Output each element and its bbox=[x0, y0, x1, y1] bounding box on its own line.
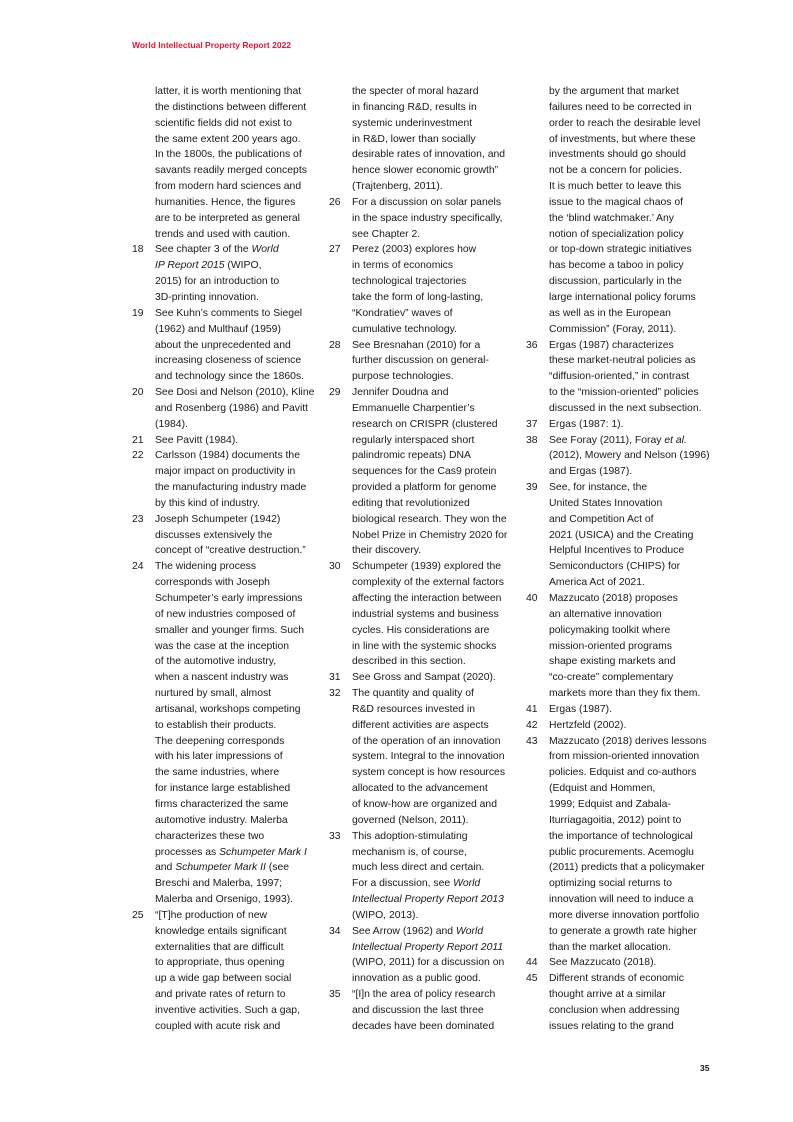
endnote-line: and discussion the last three bbox=[352, 1004, 484, 1016]
endnote-line: was the case at the inception bbox=[155, 640, 290, 652]
endnote-line: trends and used with caution. bbox=[155, 228, 291, 240]
endnote-line: (Edquist and Hommen, bbox=[549, 783, 656, 795]
endnote bbox=[526, 338, 726, 417]
endnote-line: (Trajtenberg, 2011). bbox=[352, 181, 443, 193]
endnote bbox=[132, 84, 332, 242]
endnote-line: America Act of 2021. bbox=[549, 577, 645, 589]
endnote-line: up a wide gap between social bbox=[155, 973, 292, 985]
endnote bbox=[329, 195, 529, 243]
endnote-line: the same industries, where bbox=[155, 767, 280, 779]
endnote-line: system. Integral to the innovation bbox=[352, 751, 505, 763]
endnote-line: 1999; Edquist and Zabala- bbox=[549, 798, 671, 810]
endnote-line: shape existing markets and bbox=[549, 656, 676, 668]
endnote-line: (WIPO, 2013). bbox=[352, 909, 419, 921]
endnote-line: Iturriagagoitia, 2012) point to bbox=[549, 814, 682, 826]
endnote-line: Joseph Schumpeter (1942) bbox=[155, 513, 281, 525]
endnote-line: and private rates of return to bbox=[155, 989, 286, 1001]
endnote-line: for instance large established bbox=[155, 783, 291, 795]
endnote bbox=[526, 433, 726, 481]
endnote-line: Carlsson (1984) documents the bbox=[155, 450, 300, 462]
endnote-number: 38 bbox=[526, 434, 538, 446]
endnote-number: 32 bbox=[329, 688, 341, 700]
endnote-line: an alternative innovation bbox=[549, 608, 662, 620]
endnote-line: governed (Nelson, 2011). bbox=[352, 814, 469, 826]
endnote-line: industrial systems and business bbox=[352, 608, 499, 620]
endnote-line: “[I]n the area of policy research bbox=[352, 989, 496, 1001]
endnote-line: See Arrow (1962) and World bbox=[352, 925, 484, 937]
endnote bbox=[132, 512, 332, 560]
endnote-line: has become a taboo in policy bbox=[549, 260, 684, 272]
endnote-line: Malerba and Orsenigo, 1993). bbox=[155, 894, 294, 906]
endnote-line: major impact on productivity in bbox=[155, 466, 296, 478]
endnote-line: as well as in the European bbox=[549, 307, 671, 319]
endnote-line: the ‘blind watchmaker.’ Any bbox=[549, 212, 674, 224]
endnote-line: by the argument that market bbox=[549, 86, 679, 97]
endnote-line: and Rosenberg (1986) and Pavitt bbox=[155, 402, 309, 414]
endnote-line: investments should go should bbox=[549, 149, 686, 161]
endnote-number: 42 bbox=[526, 719, 538, 731]
endnote-line: hence slower economic growth” bbox=[352, 165, 499, 177]
endnote-line: regularly interspaced short bbox=[352, 434, 475, 446]
endnote-number: 40 bbox=[526, 593, 538, 604]
endnote-line: the distinctions between different bbox=[155, 101, 307, 113]
endnote-line: “diffusion-oriented,” in contrast bbox=[549, 371, 690, 383]
endnote-line: innovation will need to induce a bbox=[549, 894, 694, 906]
endnote bbox=[526, 734, 726, 956]
endnote-line: Ergas (1987: 1). bbox=[549, 418, 624, 430]
endnote-line: the importance of technological bbox=[549, 830, 693, 842]
endnote-line: concept of “creative destruction.” bbox=[155, 545, 306, 557]
endnote bbox=[329, 829, 529, 924]
endnote bbox=[329, 670, 529, 686]
endnote-line: knowledge entails significant bbox=[155, 925, 287, 937]
endnote bbox=[329, 84, 529, 195]
endnote-number: 28 bbox=[329, 339, 341, 351]
endnote-line: in terms of economics bbox=[352, 260, 454, 272]
endnote-line: Nobel Prize in Chemistry 2020 for bbox=[352, 529, 508, 541]
endnote-line: See Foray (2011), Foray et al. bbox=[549, 434, 687, 446]
endnote bbox=[526, 702, 726, 718]
endnote-line: and Competition Act of bbox=[549, 513, 654, 525]
endnote-line: optimizing social returns to bbox=[549, 878, 673, 890]
endnote-line: systemic underinvestment bbox=[352, 117, 473, 129]
endnote-line: humanities. Hence, the figures bbox=[155, 196, 296, 208]
endnote-line: desirable rates of innovation, and bbox=[352, 149, 506, 161]
endnote-line: when a nascent industry was bbox=[155, 672, 289, 684]
endnote-line: Ergas (1987). bbox=[549, 703, 612, 715]
endnote-line: See Bresnahan (2010) for a bbox=[352, 339, 481, 351]
endnote-line: “co-create” complementary bbox=[549, 672, 674, 684]
endnote-line: in line with the systemic shocks bbox=[352, 640, 497, 652]
endnote-line: scientific fields did not exist to bbox=[155, 117, 292, 129]
endnote bbox=[329, 924, 529, 987]
endnote bbox=[132, 433, 332, 449]
endnote-line: latter, it is worth mentioning that bbox=[155, 86, 302, 97]
endnote-line: corresponds with Joseph bbox=[155, 577, 270, 589]
endnote-line: See chapter 3 of the World bbox=[155, 244, 279, 256]
endnote-number: 22 bbox=[132, 450, 144, 462]
endnote-number: 24 bbox=[132, 561, 144, 573]
endnote-line: system concept is how resources bbox=[352, 767, 506, 779]
endnote-line: Mazzucato (2018) proposes bbox=[549, 593, 678, 604]
endnote-line: in the space industry specifically, bbox=[352, 212, 503, 224]
endnote-line: Hertzfeld (2002). bbox=[549, 719, 627, 731]
endnote-line: IP Report 2015 (WIPO, bbox=[155, 260, 262, 272]
endnote-line: It is much better to leave this bbox=[549, 181, 682, 193]
endnote-number: 34 bbox=[329, 925, 341, 937]
endnote-line: smaller and younger firms. Such bbox=[155, 624, 304, 636]
endnote-line: 2015) for an introduction to bbox=[155, 276, 280, 288]
endnote bbox=[526, 718, 726, 734]
endnote-line: This adoption-stimulating bbox=[352, 830, 468, 842]
endnote-line: nurtured by small, almost bbox=[155, 688, 272, 700]
endnote-line: cycles. His considerations are bbox=[352, 624, 490, 636]
endnote-line: policymaking toolkit where bbox=[549, 624, 671, 636]
endnote-line: mission-oriented programs bbox=[549, 640, 673, 652]
endnote bbox=[132, 306, 332, 385]
endnote-line: the specter of moral hazard bbox=[352, 86, 479, 97]
endnote bbox=[526, 480, 726, 591]
endnote-line: with his later impressions of bbox=[155, 751, 283, 763]
endnote-line: issues relating to the grand bbox=[549, 1020, 674, 1032]
endnote-line: described in this section. bbox=[352, 656, 466, 668]
endnote-line: about the unprecedented and bbox=[155, 339, 291, 351]
endnote bbox=[526, 591, 726, 702]
endnote-line: take the form of long-lasting, bbox=[352, 291, 484, 303]
endnote-line: Intellectual Property Report 2013 bbox=[352, 894, 504, 906]
endnote-line: characterizes these two bbox=[155, 830, 265, 842]
endnote-line: conclusion when addressing bbox=[549, 1004, 680, 1016]
endnote-line: see Chapter 2. bbox=[352, 228, 421, 240]
endnote-line: Emmanuelle Charpentier’s bbox=[352, 402, 475, 414]
endnote-line: their discovery. bbox=[352, 545, 422, 557]
endnote-number: 18 bbox=[132, 244, 144, 256]
endnote-line: See, for instance, the bbox=[549, 482, 648, 494]
endnote bbox=[132, 242, 332, 305]
endnote bbox=[329, 559, 529, 670]
endnote-line: in R&D, lower than socially bbox=[352, 133, 476, 145]
endnote bbox=[329, 385, 529, 559]
endnote-line: innovation as a public good. bbox=[352, 973, 481, 985]
endnote-line: Intellectual Property Report 2011 bbox=[352, 941, 504, 953]
endnote-line: The widening process bbox=[155, 561, 257, 573]
endnote bbox=[526, 417, 726, 433]
endnote-line: increasing closeness of science bbox=[155, 355, 302, 367]
endnote-number: 35 bbox=[329, 989, 341, 1001]
endnote-line: public procurements. Acemoglu bbox=[549, 846, 694, 858]
endnote bbox=[132, 385, 332, 433]
endnote-line: biological research. They won the bbox=[352, 513, 507, 525]
endnote bbox=[132, 448, 332, 511]
endnote bbox=[132, 559, 332, 908]
endnote-line: and Schumpeter Mark II (see bbox=[155, 862, 290, 874]
endnote-line: different activities are aspects bbox=[352, 719, 489, 731]
endnote-line: 3D-printing innovation. bbox=[155, 291, 259, 303]
endnote-line: (1962) and Multhauf (1959) bbox=[155, 323, 281, 335]
endnote-line: The quantity and quality of bbox=[352, 688, 474, 700]
endnote-number: 31 bbox=[329, 672, 341, 684]
endnote-line: See Pavitt (1984). bbox=[155, 434, 239, 446]
endnote-number: 21 bbox=[132, 434, 144, 446]
endnote-line: failures need to be corrected in bbox=[549, 101, 692, 113]
endnote-line: of new industries composed of bbox=[155, 608, 296, 620]
endnote-line: Commission” (Foray, 2011). bbox=[549, 323, 677, 335]
endnote-line: inventive activities. Such a gap, bbox=[155, 1004, 300, 1016]
endnote-line: Perez (2003) explores how bbox=[352, 244, 477, 256]
endnote-line: thought arrive at a similar bbox=[549, 989, 666, 1001]
notes-column-1 bbox=[132, 84, 332, 1035]
endnote-line: policies. Edquist and co-authors bbox=[549, 767, 697, 779]
endnote-line: automotive industry. Malerba bbox=[155, 814, 288, 826]
endnote-number: 27 bbox=[329, 244, 341, 256]
endnote-line: savants readily merged concepts bbox=[155, 165, 307, 177]
endnote-line: Helpful Incentives to Produce bbox=[549, 545, 685, 557]
endnote-line: and technology since the 1860s. bbox=[155, 371, 305, 383]
endnote-line: Schumpeter’s early impressions bbox=[155, 593, 303, 604]
endnote-line: research on CRISPR (clustered bbox=[352, 418, 498, 430]
endnote-line: (1984). bbox=[155, 418, 188, 430]
endnote-number: 43 bbox=[526, 735, 538, 747]
endnote-number: 20 bbox=[132, 387, 144, 399]
endnote-line: artisanal, workshops competing bbox=[155, 703, 301, 715]
endnote-line: R&D resources invested in bbox=[352, 703, 476, 715]
endnote-number: 19 bbox=[132, 307, 144, 319]
endnote-line: firms characterized the same bbox=[155, 798, 289, 810]
endnote-line: from modern hard sciences and bbox=[155, 181, 302, 193]
endnote-number: 41 bbox=[526, 703, 538, 715]
endnote-line: discusses extensively the bbox=[155, 529, 273, 541]
endnote-line: or top-down strategic initiatives bbox=[549, 244, 692, 256]
endnote-number: 37 bbox=[526, 418, 538, 430]
endnote bbox=[329, 338, 529, 386]
endnote-line: processes as Schumpeter Mark I bbox=[155, 846, 307, 858]
endnote-line: issue to the magical chaos of bbox=[549, 196, 683, 208]
endnote-line: not be a concern for policies. bbox=[549, 165, 682, 177]
endnote-line: allocated to the advancement bbox=[352, 783, 488, 795]
report-title: World Intellectual Property Report 2022 bbox=[132, 40, 292, 50]
endnote-line: by this kind of industry. bbox=[155, 497, 260, 509]
endnote-line: In the 1800s, the publications of bbox=[155, 149, 302, 161]
endnote-line: large international policy forums bbox=[549, 291, 696, 303]
endnote-line: of know-how are organized and bbox=[352, 798, 497, 810]
endnote-line: to establish their products. bbox=[155, 719, 277, 731]
endnote-line: Breschi and Malerba, 1997; bbox=[155, 878, 283, 890]
endnote-number: 44 bbox=[526, 957, 538, 969]
endnote-number: 39 bbox=[526, 482, 538, 494]
endnote-line: to appropriate, thus opening bbox=[155, 957, 285, 969]
endnote bbox=[526, 971, 726, 1034]
endnote-line: from mission-oriented innovation bbox=[549, 751, 700, 763]
endnote-line: Schumpeter (1939) explored the bbox=[352, 561, 502, 573]
endnote-line: mechanism is, of course, bbox=[352, 846, 467, 858]
endnote-line: “Kondratiev” waves of bbox=[352, 307, 453, 319]
endnote-line: palindromic repeats) DNA bbox=[352, 450, 471, 462]
endnote-line: decades have been dominated bbox=[352, 1020, 495, 1032]
endnote-line: affecting the interaction between bbox=[352, 593, 502, 604]
page-number: 35 bbox=[700, 1063, 710, 1073]
endnote-line: are to be interpreted as general bbox=[155, 212, 300, 224]
endnote-line: discussion, particularly in the bbox=[549, 276, 682, 288]
endnote-line: further discussion on general- bbox=[352, 355, 489, 367]
endnote bbox=[329, 242, 529, 337]
endnote-line: Ergas (1987) characterizes bbox=[549, 339, 674, 351]
endnote-line: markets more than they fix them. bbox=[549, 688, 701, 700]
endnote bbox=[526, 955, 726, 971]
endnote-line: and Ergas (1987). bbox=[549, 466, 633, 478]
endnote bbox=[132, 908, 332, 1035]
endnote-line: the manufacturing industry made bbox=[155, 482, 307, 494]
endnote-line: more diverse innovation portfolio bbox=[549, 909, 700, 921]
endnote-line: discussed in the next subsection. bbox=[549, 402, 702, 414]
endnote-line: in financing R&D, results in bbox=[352, 101, 477, 113]
endnote-number: 23 bbox=[132, 513, 144, 525]
endnote-line: The deepening corresponds bbox=[155, 735, 285, 747]
endnote-number: 33 bbox=[329, 830, 341, 842]
endnote-number: 25 bbox=[132, 909, 144, 921]
endnote-line: of the operation of an innovation bbox=[352, 735, 501, 747]
endnote-line: United States Innovation bbox=[549, 497, 663, 509]
endnote-line: Jennifer Doudna and bbox=[352, 387, 449, 399]
notes-column-2 bbox=[329, 84, 529, 1035]
endnote-line: See Kuhn’s comments to Siegel bbox=[155, 307, 303, 319]
endnote-line: editing that revolutionized bbox=[352, 497, 470, 509]
endnote-line: the same extent 200 years ago. bbox=[155, 133, 301, 145]
endnote-line: technological trajectories bbox=[352, 276, 467, 288]
endnote-number: 30 bbox=[329, 561, 341, 573]
endnote-line: cumulative technology. bbox=[352, 323, 457, 335]
endnote-line: Different strands of economic bbox=[549, 973, 684, 985]
endnote-line: For a discussion on solar panels bbox=[352, 196, 502, 208]
endnote-line: Mazzucato (2018) derives lessons bbox=[549, 735, 707, 747]
endnote-line: (2011) predicts that a policymaker bbox=[549, 862, 705, 874]
endnote-line: of investments, but where these bbox=[549, 133, 696, 145]
endnote-line: (WIPO, 2011) for a discussion on bbox=[352, 957, 505, 969]
endnote-line: “[T]he production of new bbox=[155, 909, 268, 921]
endnote-line: of the automotive industry, bbox=[155, 656, 277, 668]
endnote-line: See Mazzucato (2018). bbox=[549, 957, 657, 969]
endnote-line: much less direct and certain. bbox=[352, 862, 485, 874]
endnote-line: complexity of the external factors bbox=[352, 577, 504, 589]
endnote-number: 29 bbox=[329, 387, 341, 399]
endnote-line: See Gross and Sampat (2020). bbox=[352, 672, 496, 684]
endnote-line: sequences for the Cas9 protein bbox=[352, 466, 497, 478]
endnote-line: coupled with acute risk and bbox=[155, 1020, 281, 1032]
endnote bbox=[526, 84, 726, 338]
endnote-line: externalities that are difficult bbox=[155, 941, 284, 953]
endnote-line: provided a platform for genome bbox=[352, 482, 497, 494]
notes-column-3 bbox=[526, 84, 726, 1035]
endnote-line: 2021 (USICA) and the Creating bbox=[549, 529, 694, 541]
endnote-line: See Dosi and Nelson (2010), Kline bbox=[155, 387, 315, 399]
endnote-number: 45 bbox=[526, 973, 538, 985]
endnote-line: order to reach the desirable level bbox=[549, 117, 701, 129]
endnote bbox=[329, 686, 529, 829]
endnote-line: these market-neutral policies as bbox=[549, 355, 696, 367]
endnote-line: purpose technologies. bbox=[352, 371, 454, 383]
endnote-number: 26 bbox=[329, 196, 341, 208]
endnote bbox=[329, 987, 529, 1035]
endnote-line: notion of specialization policy bbox=[549, 228, 684, 240]
endnote-line: to the “mission-oriented” policies bbox=[549, 387, 699, 399]
endnote-line: Semiconductors (CHIPS) for bbox=[549, 561, 681, 573]
endnote-line: than the market allocation. bbox=[549, 941, 671, 953]
endnote-line: to generate a growth rate higher bbox=[549, 925, 697, 937]
endnote-line: (2012), Mowery and Nelson (1996) bbox=[549, 450, 710, 462]
endnote-line: For a discussion, see World bbox=[352, 878, 481, 890]
endnote-number: 36 bbox=[526, 339, 538, 351]
